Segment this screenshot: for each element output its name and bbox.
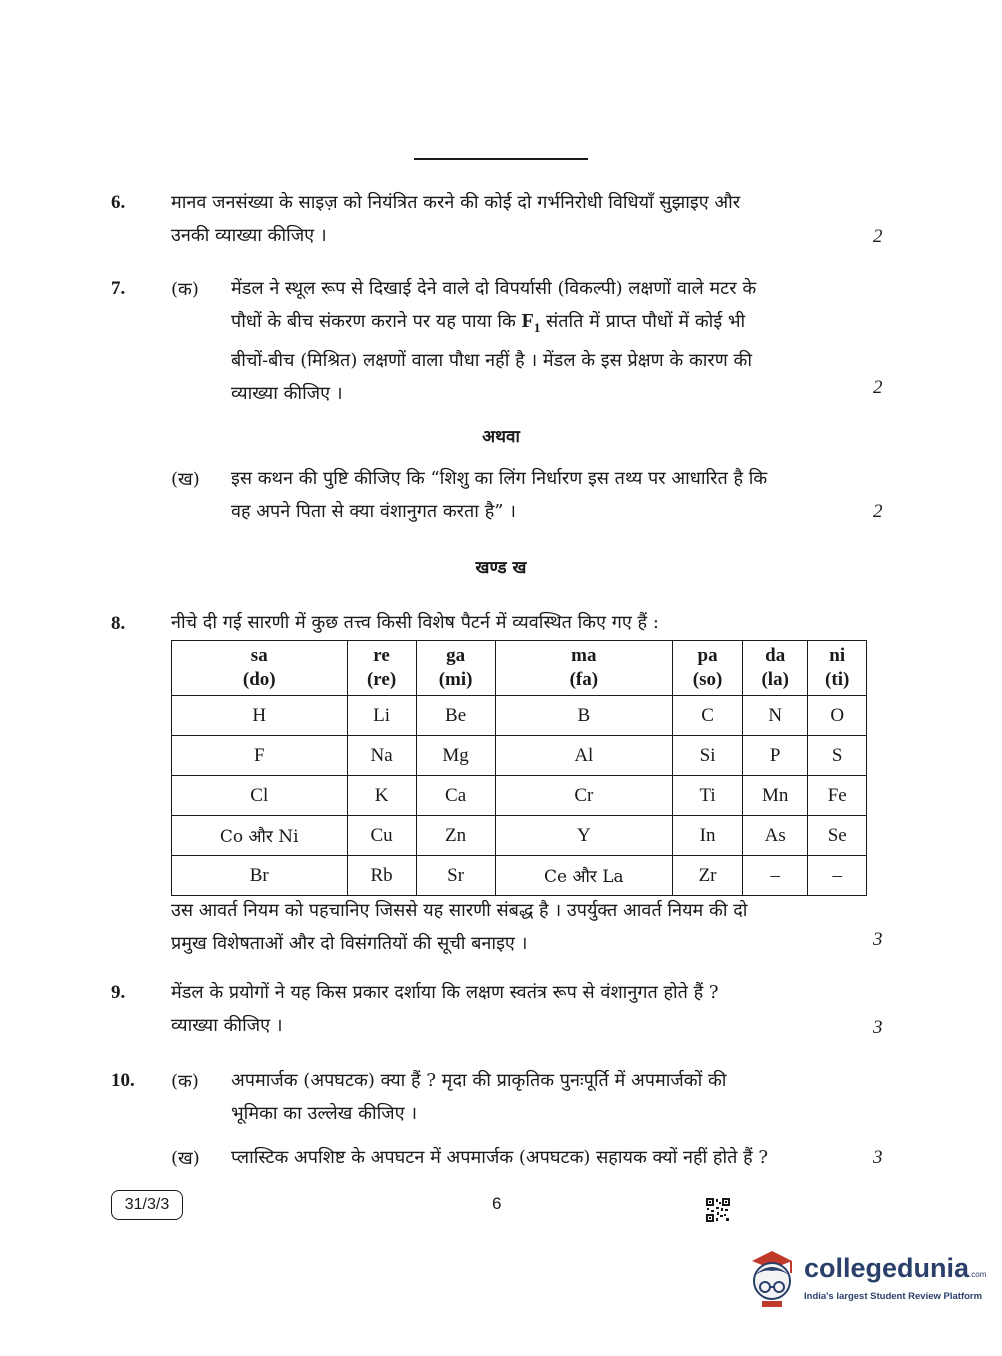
- qr-code-icon: [706, 1198, 730, 1222]
- table-cell: –: [743, 856, 808, 896]
- table-cell: Se: [808, 816, 867, 856]
- table-cell: Be: [416, 696, 495, 736]
- top-rule: [414, 158, 588, 160]
- table-cell: Rb: [347, 856, 416, 896]
- table-cell: Cu: [347, 816, 416, 856]
- table-cell: Ca: [416, 776, 495, 816]
- q8-marks: 3: [873, 929, 883, 950]
- q7-a-line1: मेंडल ने स्थूल रूप से दिखाई देने वाले दो विपर्यासी (विकल्पी) लक्षणों वाले मटर के: [231, 278, 757, 299]
- q7-a-label: (क): [171, 279, 199, 300]
- q6-text: [171, 186, 843, 252]
- q7-a-line3: बीचों-बीच (मिश्रित) लक्षणों वाला पौधा नहीं है । मेंडल के इस प्रेक्षण के कारण की: [231, 350, 753, 371]
- q10-a-label: (क): [171, 1071, 199, 1092]
- q8-number: 8.: [111, 613, 126, 634]
- q7-b-label: (ख): [171, 469, 200, 490]
- q7-a-line2-post: संतति में प्राप्त पौधों में कोई भी: [546, 311, 746, 332]
- f-subscript: 1: [533, 320, 541, 335]
- table-cell: Ce और La: [495, 856, 673, 896]
- table-cell: Na: [347, 736, 416, 776]
- header-cell: da (la): [743, 641, 808, 696]
- q10-a-line1: अपमार्जक (अपघटक) क्या हैं ? मृदा की प्राकृतिक पुनःपूर्ति में अपमार्जकों की: [231, 1070, 727, 1091]
- q7-a-line2-pre: पौधों के बीच संकरण कराने पर यह पाया कि: [231, 311, 516, 332]
- table-cell: Fe: [808, 776, 867, 816]
- q8-line2: प्रमुख विशेषताओं और दो विसंगतियों की सूची बनाइए ।: [171, 933, 528, 954]
- q10-a-line2: भूमिका का उल्लेख कीजिए ।: [231, 1103, 418, 1124]
- q7-a-line2: [231, 305, 843, 344]
- table-row: [172, 816, 867, 856]
- section-heading: खण्ड ख: [475, 558, 527, 578]
- q8-line1: उस आवर्त नियम को पहचानिए जिससे यह सारणी संबद्ध है । उपर्युक्त आवर्त नियम की दो: [171, 900, 748, 921]
- table-cell: Cr: [495, 776, 673, 816]
- header-cell: re (re): [347, 641, 416, 696]
- collegedunia-logo: [742, 1247, 987, 1311]
- q9-text: [171, 976, 843, 1042]
- header-cell: sa (do): [172, 641, 348, 696]
- q6-line1: मानव जनसंख्या के साइज़ को नियंत्रित करने की कोई दो गर्भनिरोधी विधियाँ सुझाइए और: [171, 192, 741, 213]
- q10-b-line1: प्लास्टिक अपशिष्ट के अपघटन में अपमार्जक (अपघटक) सहायक क्यों नहीं होते हैं ?: [231, 1147, 769, 1168]
- header-cell: ma (fa): [495, 641, 673, 696]
- table-cell: B: [495, 696, 673, 736]
- header-cell: ni (ti): [808, 641, 867, 696]
- table-cell: Y: [495, 816, 673, 856]
- q7-b-text: [231, 462, 843, 528]
- table-cell: H: [172, 696, 348, 736]
- table-row: [172, 696, 867, 736]
- page-number: 6: [492, 1194, 502, 1213]
- table-cell: S: [808, 736, 867, 776]
- table-cell: Zn: [416, 816, 495, 856]
- mascot-icon: [742, 1247, 802, 1311]
- table-cell: Br: [172, 856, 348, 896]
- q8-text: [171, 894, 843, 960]
- brand-tagline: India's largest Student Review Platform: [804, 1291, 983, 1302]
- table-cell: Si: [673, 736, 743, 776]
- q7-a-line4: व्याख्या कीजिए ।: [231, 383, 343, 404]
- q10-marks: 3: [873, 1147, 883, 1168]
- table-cell: Li: [347, 696, 416, 736]
- q7-b-marks: 2: [873, 501, 883, 522]
- q7-b-line1: इस कथन की पुष्टि कीजिए कि “शिशु का लिंग निर्धारण इस तथ्य पर आधारित है कि: [231, 468, 768, 489]
- table-cell: Mn: [743, 776, 808, 816]
- table-header-row: [172, 641, 867, 696]
- table-row: [172, 736, 867, 776]
- table-row: [172, 856, 867, 896]
- table-cell: N: [743, 696, 808, 736]
- f1-symbol: [521, 310, 541, 335]
- table-cell: C: [673, 696, 743, 736]
- table-cell: As: [743, 816, 808, 856]
- q9-number: 9.: [111, 982, 126, 1003]
- table-cell: –: [808, 856, 867, 896]
- table-cell: K: [347, 776, 416, 816]
- q7-a-marks: 2: [873, 377, 883, 398]
- table-cell: Mg: [416, 736, 495, 776]
- or-heading: अथवा: [482, 427, 520, 447]
- q10-a-text: [231, 1064, 843, 1130]
- periodic-table: [171, 640, 867, 896]
- brand-name: collegedunia.com: [804, 1253, 987, 1283]
- table-cell: Ti: [673, 776, 743, 816]
- q9-marks: 3: [873, 1017, 883, 1038]
- f-letter: F: [521, 310, 534, 332]
- q6-marks: 2: [873, 226, 883, 247]
- table-cell: O: [808, 696, 867, 736]
- header-cell: pa (so): [673, 641, 743, 696]
- q7-b-line2: वह अपने पिता से क्या वंशानुगत करता है” ।: [231, 501, 516, 522]
- q7-a-text: [231, 272, 843, 410]
- table-row: [172, 776, 867, 816]
- q6-line2: उनकी व्याख्या कीजिए ।: [171, 225, 327, 246]
- table-cell: Zr: [673, 856, 743, 896]
- table-cell: Cl: [172, 776, 348, 816]
- table-cell: In: [673, 816, 743, 856]
- q10-number: 10.: [111, 1070, 135, 1091]
- q8-intro: नीचे दी गई सारणी में कुछ तत्त्व किसी विशेष पैटर्न में व्यवस्थित किए गए हैं :: [171, 612, 659, 633]
- header-cell: ga (mi): [416, 641, 495, 696]
- table-cell: F: [172, 736, 348, 776]
- q9-line1: मेंडल के प्रयोगों ने यह किस प्रकार दर्शाया कि लक्षण स्वतंत्र रूप से वंशानुगत होते हैं ?: [171, 982, 719, 1003]
- table-cell: Co और Ni: [172, 816, 348, 856]
- paper-code: 31/3/3: [111, 1190, 183, 1220]
- q7-number: 7.: [111, 278, 126, 299]
- table-cell: Al: [495, 736, 673, 776]
- table-cell: Sr: [416, 856, 495, 896]
- q9-line2: व्याख्या कीजिए ।: [171, 1015, 283, 1036]
- q6-number: 6.: [111, 192, 126, 213]
- table-cell: P: [743, 736, 808, 776]
- q10-b-label: (ख): [171, 1148, 200, 1169]
